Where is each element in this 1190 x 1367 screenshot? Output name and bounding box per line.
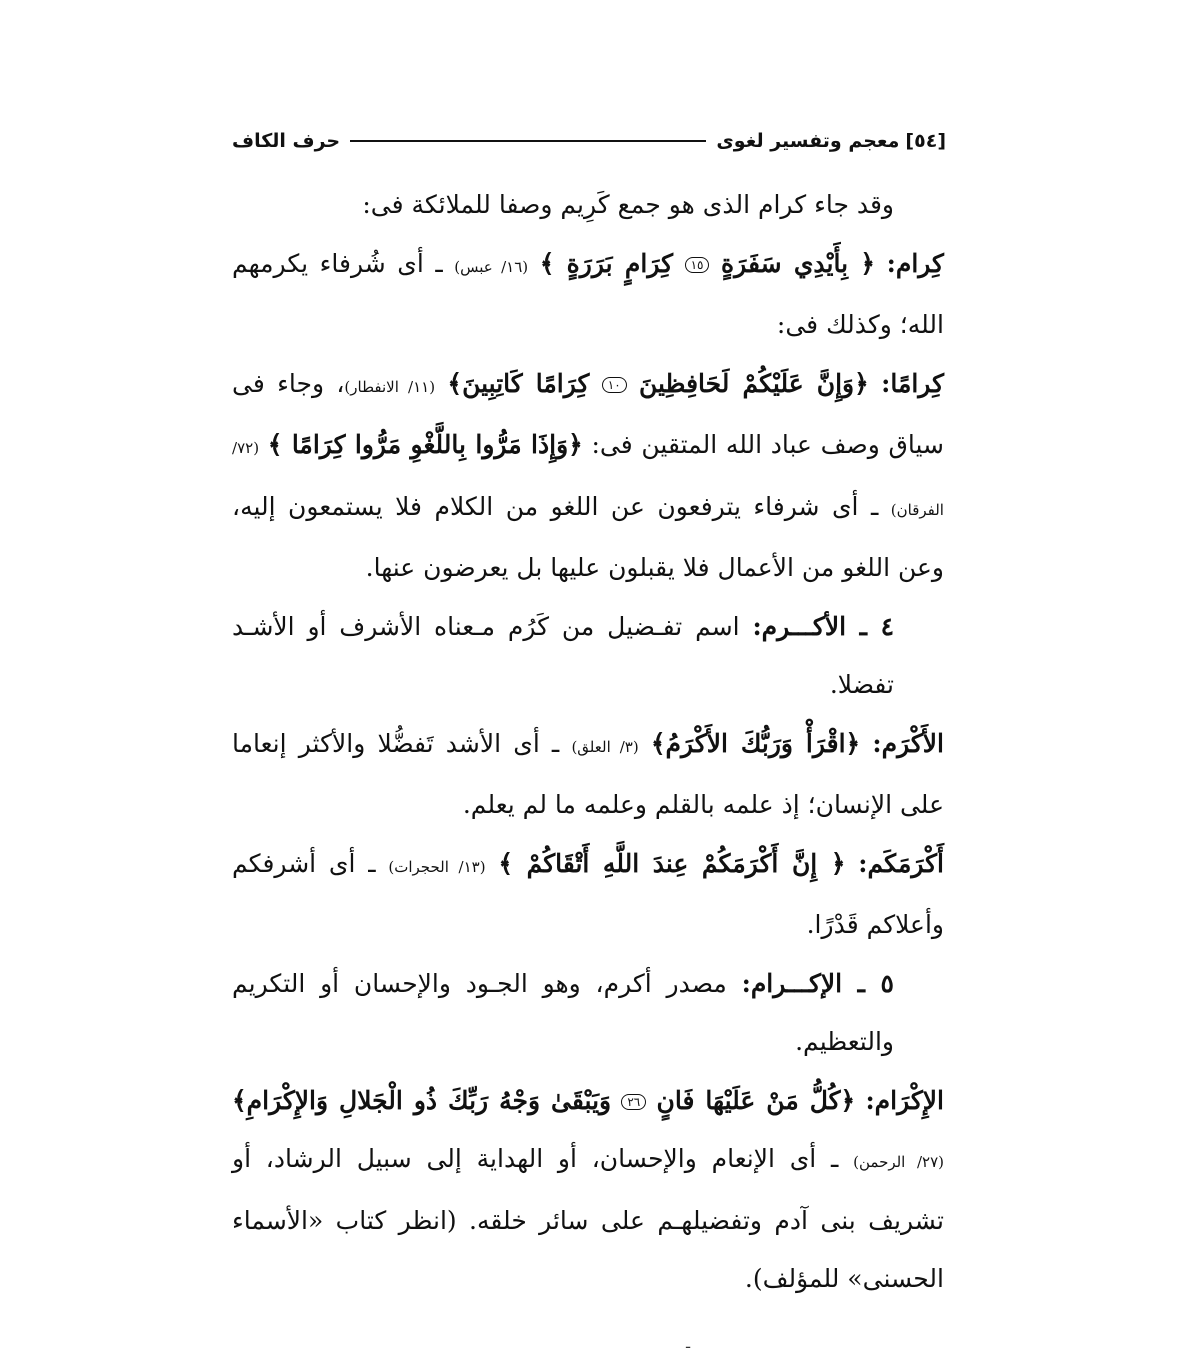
page-number: [٥٤] (905, 130, 946, 152)
quran-verse: ﴿وَإِنَّ عَلَيْكُمْ لَحَافِظِينَ (638, 368, 869, 398)
paragraph-text: ـ أى شُرفاء يكرمهم الله؛ وكذلك فى: (232, 248, 944, 339)
entry-term: الأَكْرَم: (872, 728, 944, 758)
quran-verse: كِرَامٍ بَرَرَةٍ ﴾ (539, 248, 674, 278)
paragraph-intro: وقد جاء كرام الذى هو جمع كَرِيم وصفا للملائكة فى: (362, 190, 894, 219)
paragraph-al-akram (232, 715, 944, 835)
quran-verse: ﴿ إِنَّ أَكْرَمَكُمْ عِندَ اللَّهِ أَتْقَاكُمْ ﴾ (498, 848, 846, 878)
paragraph-akramakum (232, 835, 944, 955)
paragraph-text: ـ أى شرفاء يترفعون عن اللغو من الكلام فلا يستمعون إليه، وعن اللغو من الأعمال فلا يقبلون عليها بل يعرضون عنها. (232, 491, 944, 582)
paragraph-al-ikram (232, 1072, 944, 1309)
verse-reference: (٣/ العلق) (571, 737, 639, 756)
paragraph-kiram (232, 235, 944, 355)
quran-verse: ﴿اقْرَأْ وَرَبُّكَ الأَكْرَمُ﴾ (650, 728, 861, 758)
book-title: معجم وتفسير لغوى (716, 130, 900, 152)
entry-term: كِرام: (886, 248, 944, 278)
header-rule (350, 140, 706, 142)
verse-reference: (٢٧/ الرحمن) (853, 1153, 944, 1171)
ayah-number-mark: ١٥ (685, 257, 710, 273)
paragraph-text: ـ أى الأشد تَفضُّلا والأكثر إنعاما على الإنسان؛ إذ علمه بالقلم وعلمه ما لم يعلم. (232, 728, 944, 819)
paragraph-kiraman (232, 355, 944, 598)
verse-reference: (١٦/ عبس) (454, 257, 529, 276)
quran-verse: ﴿وَإِذَا مَرُّوا بِاللَّغْوِ مَرُّوا كِرَامًا ﴾ (267, 430, 583, 459)
verse-reference: (٧٢/ الفرقان) (232, 439, 944, 519)
quran-verse: كِرَامًا كَاتِبِينَ﴾ (447, 368, 590, 398)
paragraph-text: ـ أى أشرفكم وأعلاكم قَدْرًا. (232, 848, 944, 939)
entry-term: كِرامًا: (881, 368, 945, 398)
running-header (232, 126, 946, 156)
paragraph-text: مصدر أكرم، وهو الجـود والإحسان أو التكريم والتعظيم. (232, 968, 894, 1056)
paragraph-al-ikram-heading (232, 955, 944, 1072)
quran-verse: وَيَبْقَىٰ وَجْهُ رَبِّكَ ذُو الْجَلالِ وَالإِكْرَامِ﴾ (232, 1085, 612, 1115)
paragraph-text: ـ أى الإنعام والإحسان، أو الهداية إلى سبيل الرشاد، أو تشريف بنى آدم وتفضيلهـم على سائر خلقه. (انظر كتاب «الأسماء الحسنى» للمؤلف). (232, 1144, 944, 1293)
entry-term: الإِكْرَام: (865, 1085, 945, 1115)
page-foot-mark: ـ (686, 1336, 691, 1352)
verse-reference: (١١/ الانفطار) (344, 377, 436, 396)
entry-term: ٥ ـ الإكـــرام: (741, 968, 894, 998)
quran-verse: ﴿كُلُّ مَنْ عَلَيْهَا فَانٍ (656, 1085, 856, 1115)
ayah-number-mark: ١٠ (602, 377, 627, 393)
quran-verse: ﴿ بِأَيْدِي سَفَرَةٍ (721, 248, 876, 278)
paragraph-al-akram-heading (232, 598, 944, 715)
paragraph-text: ، وجاء فى سياق وصف عباد الله المتقين فى: (232, 368, 944, 459)
entry-term: أَكْرَمَكَم: (858, 848, 945, 878)
body-text (232, 176, 944, 1309)
section-title: حرف الكاف (232, 130, 341, 152)
entry-term: ٤ ـ الأكـــرم: (752, 611, 894, 641)
paragraph-text: اسم تفـضيل من كَرُم مـعناه الأشرف أو الأشـد تفضلا. (232, 611, 894, 699)
verse-reference: (١٣/ الحجرات) (388, 857, 486, 876)
ayah-number-mark: ٢٦ (621, 1094, 646, 1110)
